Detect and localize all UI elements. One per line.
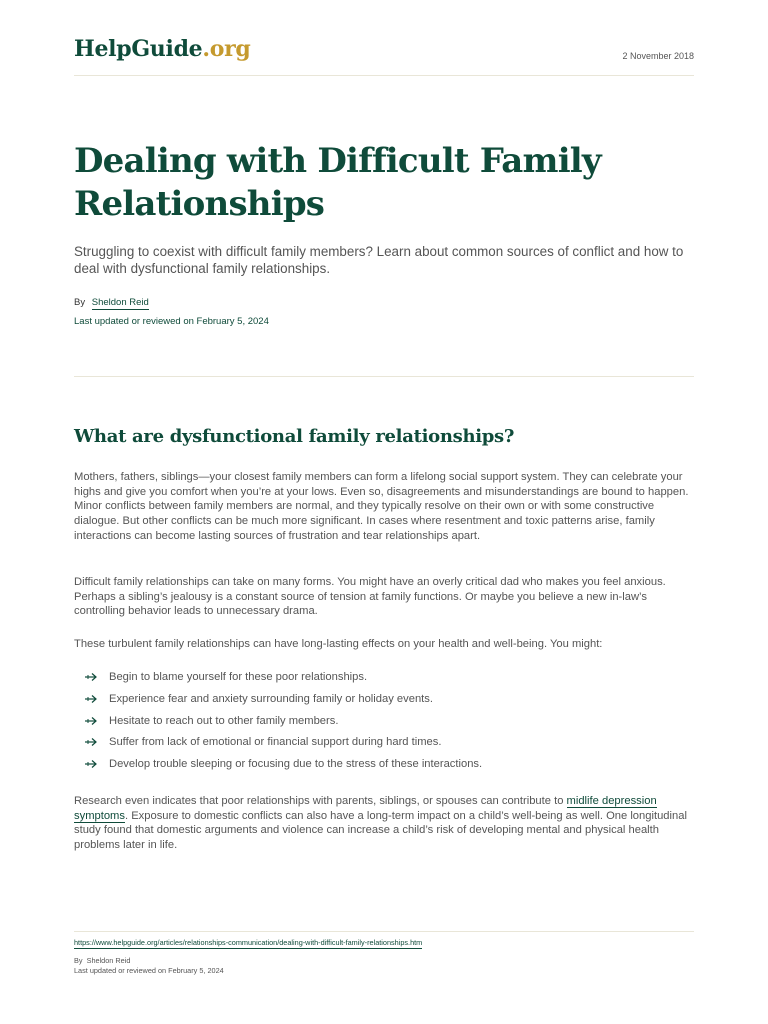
paragraph-4	[74, 794, 696, 853]
paragraph-2: Difficult family relationships can take on many forms. You might have an overly critical dad who makes you feel anxious. Perhaps a sibling’s jealousy is a constant source of tension at family functions. Or maybe you believe a new in-law’s controlling behavior leads to unnecessary drama.	[74, 576, 666, 618]
site-logo[interactable]	[74, 36, 250, 62]
article-title: Dealing with Difficult Family Relationships	[74, 141, 601, 224]
section-heading: What are dysfunctional family relationships?	[74, 426, 515, 447]
list-item	[84, 670, 482, 692]
site-header	[74, 36, 694, 76]
arrow-right-icon	[84, 693, 98, 705]
footer-url-link[interactable]: https://www.helpguide.org/articles/relationships-communication/dealing-with-difficult-family-relationships.htm	[74, 938, 423, 947]
list-item	[84, 757, 482, 779]
arrow-right-icon	[84, 715, 98, 727]
byline	[74, 297, 149, 308]
article-subtitle: Struggling to coexist with difficult family members? Learn about common sources of conflict and how to deal with dysfunctional family relationships.	[74, 244, 684, 276]
arrow-right-icon	[84, 758, 98, 770]
divider	[74, 376, 694, 377]
footer-divider	[74, 931, 694, 932]
arrow-right-icon	[84, 671, 98, 683]
list-item	[84, 714, 482, 736]
list-item-text: Experience fear and anxiety surrounding family or holiday events.	[109, 692, 433, 705]
paragraph-4-text-after: . Exposure to domestic conflicts can also have a long-term impact on a child’s well-being as well. One longitudinal study found that domestic arguments and violence can increase a child’s risk of developing mental and physical health problems later in life.	[74, 809, 687, 852]
list-item-text: Begin to blame yourself for these poor relationships.	[109, 671, 368, 683]
list-item	[84, 692, 482, 714]
paragraph-4-text-before: Research even indicates that poor relationships with parents, siblings, or spouses can contribute to	[74, 795, 567, 807]
paragraph-1: Mothers, fathers, siblings—your closest family members can form a lifelong social support system. They can celebrate your highs and give you comfort when you’re at your lows. Even so, disagreements and misunderstandings are bound to happen. Minor conflicts between family members are normal, and they typically resolve on their own or with some constructive dialogue. But other conflicts can be much more significant. In cases where resentment and toxic patterns arise, family interactions can become lasting sources of frustration and tear relationships apart.	[74, 471, 689, 542]
author-link[interactable]: Sheldon Reid	[91, 297, 149, 308]
list-item-text: Suffer from lack of emotional or financial support during hard times.	[109, 736, 442, 749]
footer-author: Sheldon Reid	[86, 956, 131, 965]
paragraph-3: These turbulent family relationships can have long-lasting effects on your health and well-being. You might:	[74, 638, 603, 650]
footer-byline	[74, 956, 130, 965]
list-item-text: Develop trouble sleeping or focusing due to the stress of these interactions.	[109, 758, 483, 771]
midlife-depression-link[interactable]: midlife depression symptoms	[74, 795, 657, 822]
effects-list	[84, 670, 482, 779]
list-item-text: Hesitate to reach out to other family members.	[109, 714, 339, 727]
reviewed-date: Last updated or reviewed on February 5, 2024	[74, 316, 269, 327]
byline-label: By	[74, 297, 86, 308]
list-item	[84, 735, 482, 757]
logo-main: HelpGuide	[74, 36, 203, 62]
footer-by-label: By	[74, 956, 83, 965]
print-date: 2 November 2018	[622, 51, 694, 61]
footer-reviewed-date: Last updated or reviewed on February 5, 2024	[74, 966, 224, 975]
arrow-right-icon	[84, 736, 98, 748]
logo-tld: .org	[202, 36, 251, 62]
